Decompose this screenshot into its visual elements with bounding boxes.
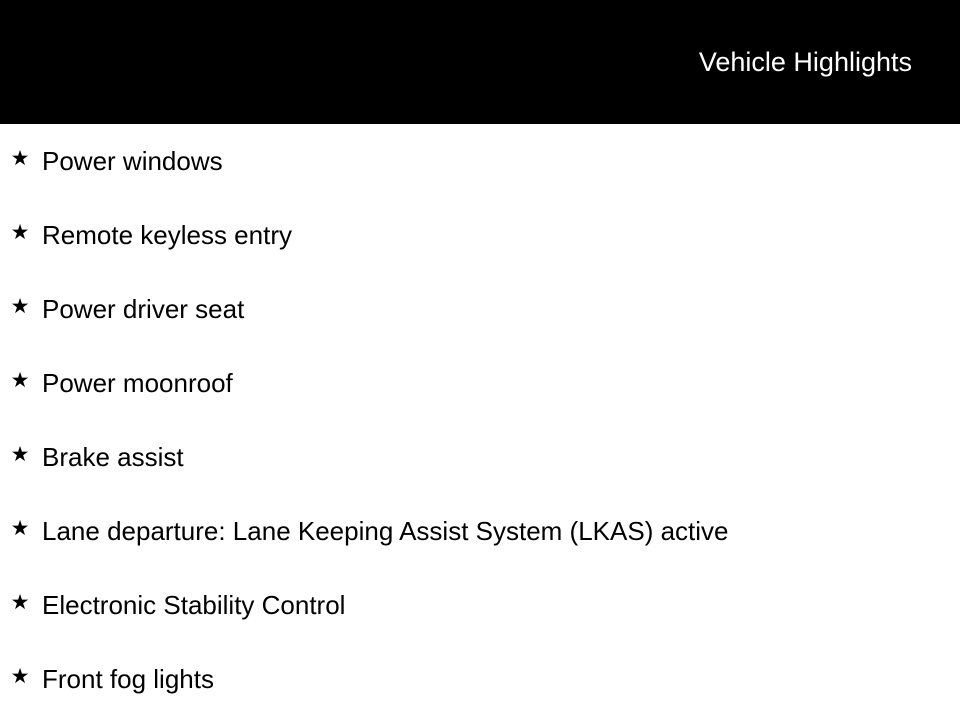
list-item xyxy=(0,346,960,420)
list-item xyxy=(0,198,960,272)
page-title: Vehicle Highlights xyxy=(698,47,912,77)
list-item xyxy=(0,568,960,642)
header-bar xyxy=(0,0,960,124)
list-item xyxy=(0,124,960,198)
star-icon: ★ xyxy=(10,147,30,170)
star-icon: ★ xyxy=(10,221,30,244)
star-icon: ★ xyxy=(10,369,30,392)
highlights-list xyxy=(0,124,960,716)
highlight-label: Lane departure: Lane Keeping Assist System (LKAS) active xyxy=(42,516,729,546)
star-icon: ★ xyxy=(10,665,30,688)
star-icon: ★ xyxy=(10,443,30,466)
highlight-label: Power moonroof xyxy=(42,368,233,398)
list-item xyxy=(0,420,960,494)
list-item xyxy=(0,272,960,346)
list-item xyxy=(0,642,960,716)
highlight-label: Remote keyless entry xyxy=(42,220,292,250)
star-icon: ★ xyxy=(10,295,30,318)
star-icon: ★ xyxy=(10,517,30,540)
star-icon: ★ xyxy=(10,591,30,614)
list-item xyxy=(0,494,960,568)
highlight-label: Front fog lights xyxy=(42,664,214,694)
highlight-label: Power driver seat xyxy=(42,294,245,324)
highlight-label: Electronic Stability Control xyxy=(42,590,346,620)
highlight-label: Brake assist xyxy=(42,442,184,472)
highlight-label: Power windows xyxy=(42,146,223,176)
